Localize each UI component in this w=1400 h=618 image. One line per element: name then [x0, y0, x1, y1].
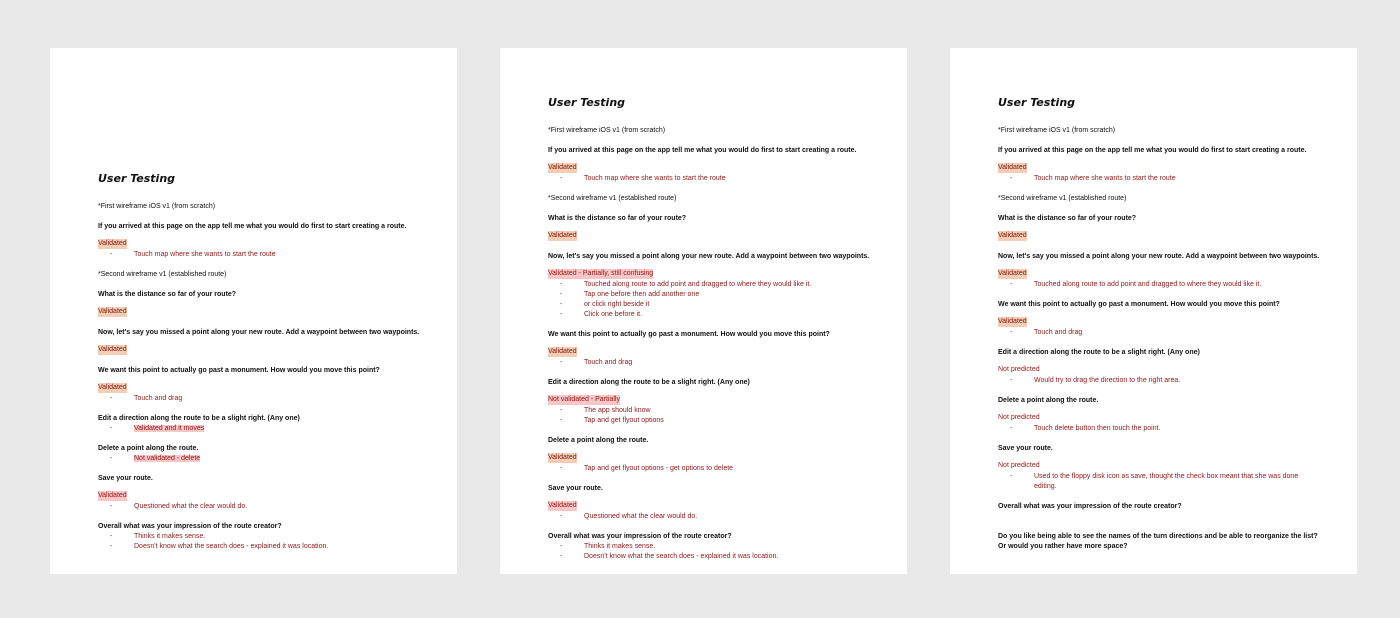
wireframe-note: *Second wireframe v1 (established route) — [98, 271, 227, 278]
question-text: Now, let's say you missed a point along your new route. Add a waypoint between two waypoints. — [548, 253, 870, 260]
question-text: We want this point to actually go past a monument. How would you move this point? — [98, 367, 380, 374]
page-content — [998, 96, 1321, 562]
response-list — [998, 424, 1321, 434]
response-list — [98, 250, 421, 260]
status-not-predicted: Not predicted — [998, 366, 1040, 373]
question-text: If you arrived at this page on the app tell me what you would do first to start creating a route. — [998, 147, 1307, 154]
response-item: - Touch delete button then touch the point. — [1010, 424, 1321, 434]
question-block — [548, 214, 871, 242]
status-not-predicted: Not predicted — [998, 462, 1040, 469]
document-title: User Testing — [98, 172, 176, 185]
document-title: User Testing — [998, 96, 1076, 109]
question-block — [98, 366, 421, 404]
question-block — [98, 444, 421, 464]
question-block — [548, 252, 871, 320]
response-item: - Tap and get flyout options - get options to delete — [560, 464, 871, 474]
response-list — [548, 512, 871, 522]
question-text: What is the distance so far of your route? — [548, 215, 687, 222]
question-text: If you arrived at this page on the app tell me what you would do first to start creating a route. — [98, 223, 407, 230]
question-block — [998, 146, 1321, 184]
question-block — [998, 252, 1321, 290]
question-block — [98, 414, 421, 434]
question-block — [98, 474, 421, 512]
status-validated: Validated — [998, 232, 1027, 239]
status-validated: Validated — [998, 164, 1027, 171]
question-text: Delete a point along the route. — [548, 437, 649, 444]
question-text: Now, let's say you missed a point along your new route. Add a waypoint between two waypoints. — [998, 253, 1320, 260]
wireframe-note: *First wireframe iOS v1 (from scratch) — [548, 127, 666, 134]
response-list — [548, 542, 871, 562]
response-item: - Touched along route to add point and dragged to where they would like it. — [1010, 280, 1321, 290]
response-item: - Touch and drag — [110, 394, 421, 404]
wireframe-note: *First wireframe iOS v1 (from scratch) — [998, 127, 1116, 134]
response-list — [998, 472, 1321, 492]
question-text: We want this point to actually go past a monument. How would you move this point? — [998, 301, 1280, 308]
question-block — [98, 328, 421, 356]
response-list — [548, 280, 871, 320]
question-block — [548, 330, 871, 368]
response-list — [548, 406, 871, 426]
question-text: If you arrived at this page on the app tell me what you would do first to start creating a route. — [548, 147, 857, 154]
status-validated: Validated — [98, 492, 127, 499]
response-item: - Tap one before then add another one — [560, 290, 871, 300]
status-validated: Validated — [548, 348, 577, 355]
response-item: - Questioned what the clear would do. — [560, 512, 871, 522]
response-list — [98, 502, 421, 512]
response-item: - Thinks it makes sense. — [560, 542, 871, 552]
question-text: Edit a direction along the route to be a slight right. (Any one) — [998, 349, 1200, 356]
response-item: - Doesn't know what the search does - explained it was location. — [560, 552, 871, 562]
response-item: - Touch map where she wants to start the route — [1010, 174, 1321, 184]
status-partial: Validated - Partially, still confusing — [548, 270, 654, 277]
status-partial: Not validated - Partially — [548, 396, 620, 403]
question-text: Overall what was your impression of the route creator? — [998, 503, 1182, 510]
status-validated: Validated — [548, 232, 577, 239]
response-list — [98, 532, 421, 552]
question-block — [998, 502, 1321, 512]
question-block — [548, 378, 871, 426]
status-validated: Validated — [998, 270, 1027, 277]
question-text: Edit a direction along the route to be a slight right. (Any one) — [98, 415, 300, 422]
response-item: - Doesn't know what the search does - explained it was location. — [110, 542, 421, 552]
question-text: Delete a point along the route. — [998, 397, 1099, 404]
status-validated: Validated — [98, 346, 127, 353]
response-item: - Would try to drag the direction to the right area. — [1010, 376, 1321, 386]
response-item: - Touch map where she wants to start the route — [560, 174, 871, 184]
question-text: Save your route. — [998, 445, 1053, 452]
response-item — [110, 454, 421, 464]
question-block — [98, 222, 421, 260]
status-validated: Validated — [98, 384, 127, 391]
response-item: - Touch map where she wants to start the route — [110, 250, 421, 260]
wireframe-note: *Second wireframe v1 (established route) — [548, 195, 677, 202]
response-item: - Touched along route to add point and dragged to where they would like it. — [560, 280, 871, 290]
status-validated: Validated — [548, 454, 577, 461]
page-content — [98, 172, 421, 562]
question-block — [98, 290, 421, 318]
status-validated: Validated — [998, 318, 1027, 325]
question-text: What is the distance so far of your route? — [998, 215, 1137, 222]
question-block — [548, 436, 871, 474]
question-block — [998, 348, 1321, 386]
question-text: Overall what was your impression of the route creator? — [98, 523, 282, 530]
response-item: - The app should know — [560, 406, 871, 416]
question-text: We want this point to actually go past a monument. How would you move this point? — [548, 331, 830, 338]
question-block — [998, 300, 1321, 338]
status-validated: Validated — [548, 502, 577, 509]
document-page-3 — [950, 48, 1357, 574]
question-text: Do you like being able to see the names of the turn directions and be able to reorganize the list? Or would you rather have more space? — [998, 533, 1318, 550]
question-block — [998, 444, 1321, 492]
question-text: Overall what was your impression of the route creator? — [548, 533, 732, 540]
status-validated: Validated — [548, 164, 577, 171]
response-list — [98, 394, 421, 404]
response-item: - Touch and drag — [1010, 328, 1321, 338]
question-block — [98, 522, 421, 552]
response-list — [998, 280, 1321, 290]
response-list — [98, 454, 421, 464]
document-page-2 — [500, 48, 907, 574]
wireframe-note: *Second wireframe v1 (established route) — [998, 195, 1127, 202]
document-title: User Testing — [548, 96, 626, 109]
response-list — [998, 376, 1321, 386]
question-text: Save your route. — [548, 485, 603, 492]
wireframe-note: *First wireframe iOS v1 (from scratch) — [98, 203, 216, 210]
question-block — [548, 484, 871, 522]
page-content — [548, 96, 871, 572]
status-not-predicted: Not predicted — [998, 414, 1040, 421]
question-block — [548, 146, 871, 184]
response-list — [998, 328, 1321, 338]
response-item: - Thinks it makes sense. — [110, 532, 421, 542]
response-list — [548, 174, 871, 184]
highlighted-response: Validated and it moves — [134, 425, 205, 432]
status-validated: Validated — [98, 308, 127, 315]
question-text: Now, let's say you missed a point along your new route. Add a waypoint between two waypoints. — [98, 329, 420, 336]
response-list — [98, 424, 421, 434]
response-item: - Questioned what the clear would do. — [110, 502, 421, 512]
document-page-1 — [50, 48, 457, 574]
question-block — [548, 532, 871, 562]
question-block — [998, 532, 1321, 552]
question-text: What is the distance so far of your route? — [98, 291, 237, 298]
question-text: Save your route. — [98, 475, 153, 482]
response-list — [548, 358, 871, 368]
response-list — [548, 464, 871, 474]
status-validated: Validated — [98, 240, 127, 247]
response-item: - Tap and get flyout options — [560, 416, 871, 426]
question-text: Delete a point along the route. — [98, 445, 199, 452]
question-text: Edit a direction along the route to be a slight right. (Any one) — [548, 379, 750, 386]
response-list — [998, 174, 1321, 184]
response-item: - or click right beside it — [560, 300, 871, 310]
highlighted-response: Not validated - delete — [134, 455, 201, 462]
response-item: - Click one before it. — [560, 310, 871, 320]
question-block — [998, 396, 1321, 434]
spacer — [998, 522, 1321, 532]
response-item — [110, 424, 421, 434]
response-item: - Touch and drag — [560, 358, 871, 368]
response-item: - Used to the floppy disk icon as save, thought the check box meant that she was done editing. — [1010, 472, 1321, 492]
question-block — [998, 214, 1321, 242]
